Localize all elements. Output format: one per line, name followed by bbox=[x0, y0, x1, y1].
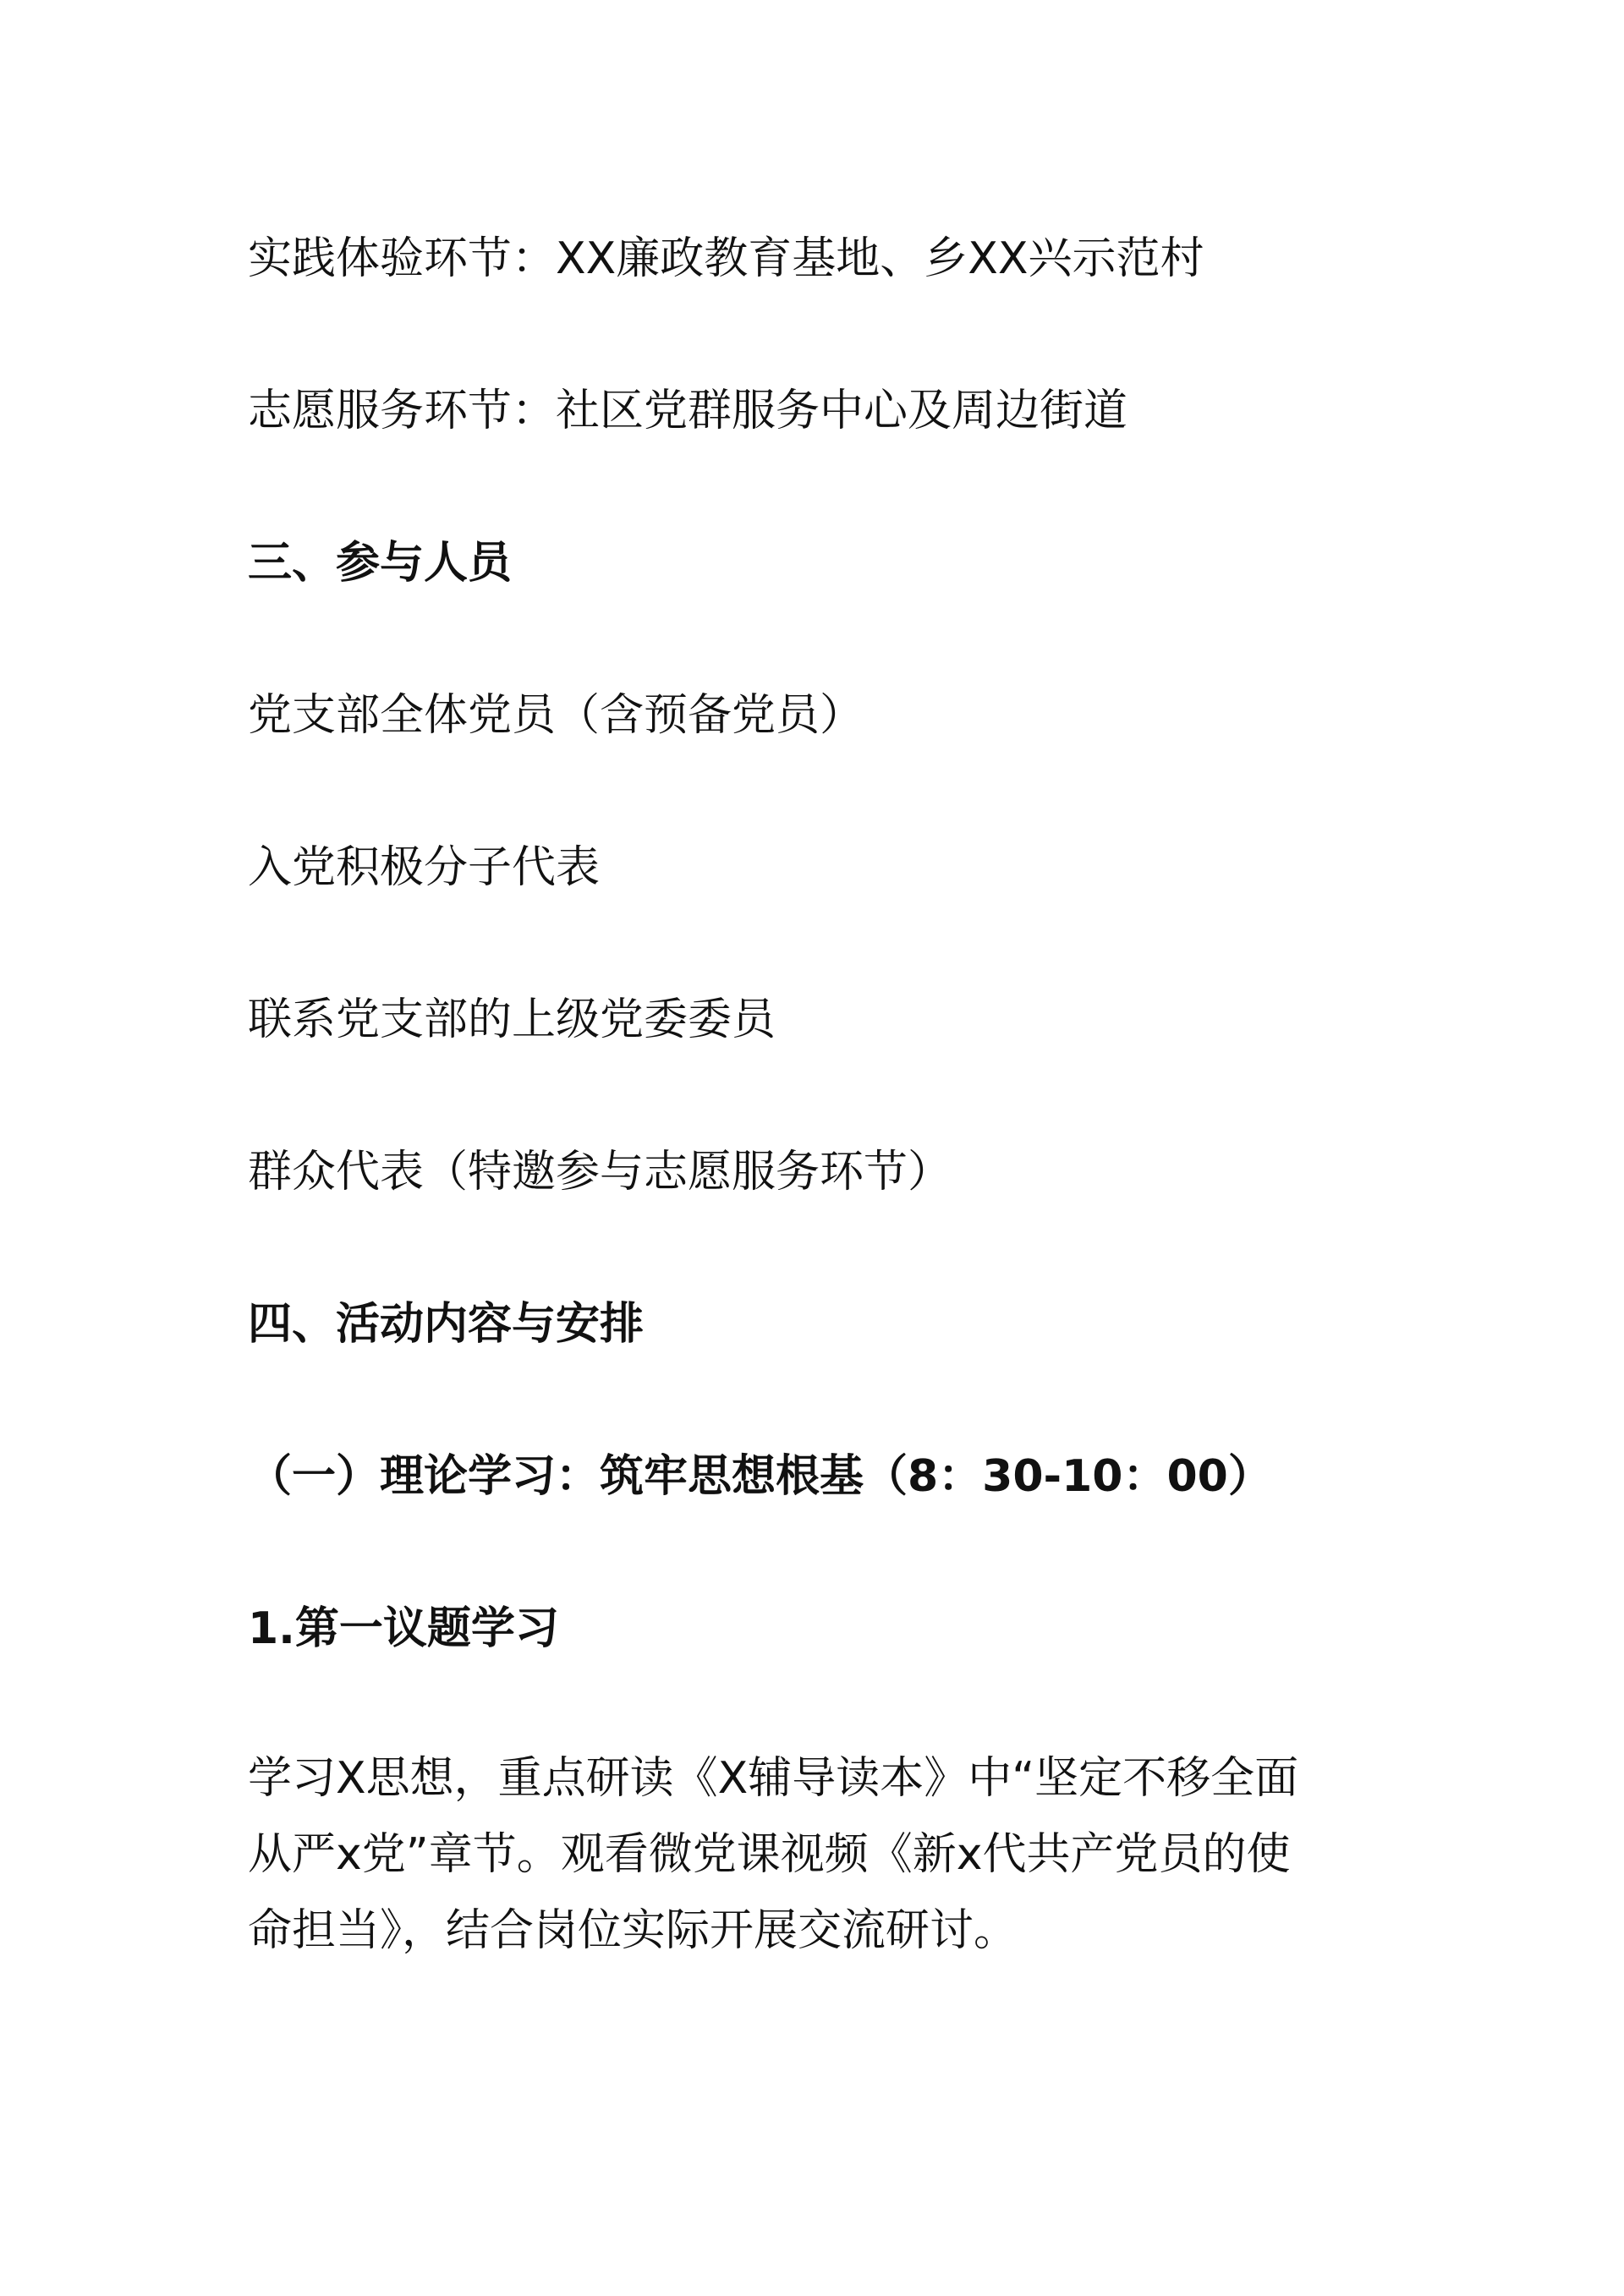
paragraph-line: 学习X思想，重点研读《X辅导读本》中“坚定不移全面 bbox=[248, 1753, 1299, 1804]
section-4-heading: 四、活动内容与安排 bbox=[248, 1299, 645, 1350]
subsection-heading: （一）理论学习：筑牢思想根基（8：30-10：00） bbox=[248, 1451, 1272, 1502]
paragraph-line: 命担当》，结合岗位实际开展交流研讨。 bbox=[248, 1905, 1018, 1956]
study-paragraph bbox=[248, 1740, 1398, 1969]
volunteer-venue-line: 志愿服务环节：社区党群服务中心及周边街道 bbox=[248, 386, 1128, 436]
participant-item: 入党积极分子代表 bbox=[248, 842, 601, 893]
item-heading: 1.第一议题学习 bbox=[248, 1603, 559, 1654]
participant-item: 联系党支部的上级党委委员 bbox=[248, 995, 776, 1045]
paragraph-line: 从严x党”章节。观看微党课视频《新x代共产党员的使 bbox=[248, 1829, 1291, 1880]
section-3-heading: 三、参与人员 bbox=[248, 538, 513, 589]
participant-item: 群众代表（特邀参与志愿服务环节） bbox=[248, 1147, 952, 1197]
practice-venue-line: 实践体验环节：XX廉政教育基地、乡XX兴示范村 bbox=[248, 233, 1204, 284]
participant-item: 党支部全体党员（含预备党员） bbox=[248, 690, 864, 741]
